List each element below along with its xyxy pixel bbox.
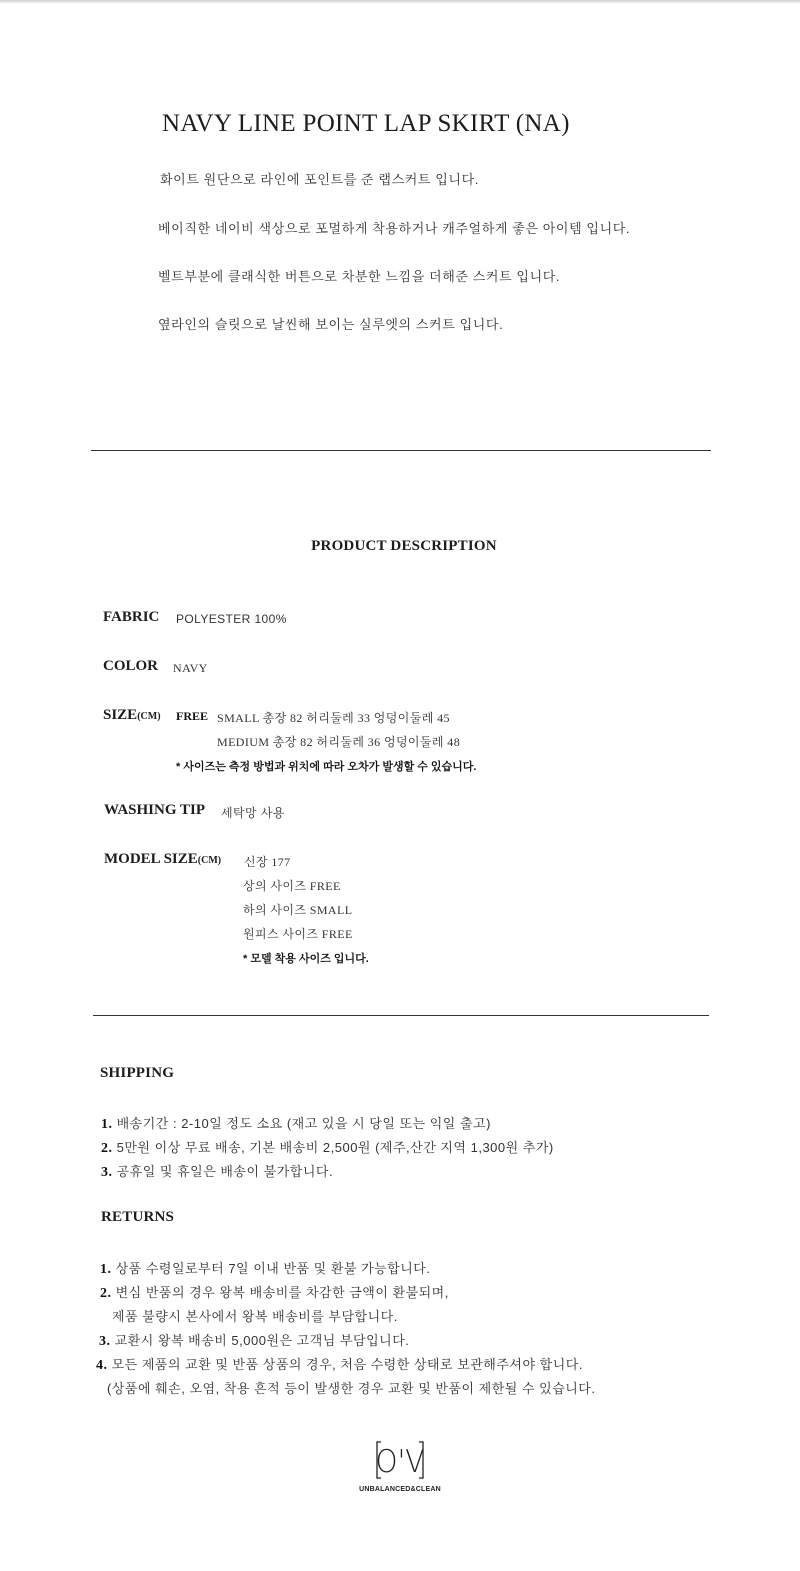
model-bottom-size: 하의 사이즈 SMALL bbox=[243, 903, 353, 917]
returns-item-number: 2. bbox=[100, 1286, 112, 1301]
returns-item-text: 교환시 왕복 배송비 5,000원은 고객님 부담입니다. bbox=[114, 1333, 410, 1348]
shipping-item bbox=[101, 1113, 491, 1133]
top-border bbox=[0, 0, 800, 3]
description-heading: PRODUCT DESCRIPTION bbox=[311, 538, 497, 554]
divider-bottom bbox=[93, 1015, 709, 1016]
size-unit: (CM) bbox=[137, 711, 161, 722]
size-label bbox=[103, 707, 161, 724]
returns-item bbox=[100, 1258, 430, 1278]
model-height: 신장 177 bbox=[244, 855, 291, 869]
returns-item-text: (상품에 훼손, 오염, 착용 흔적 등이 발생한 경우 교환 및 반품이 제한될 수 있습니다. bbox=[107, 1381, 596, 1396]
returns-item-continued bbox=[112, 1306, 398, 1325]
fabric-value: POLYESTER 100% bbox=[176, 612, 287, 626]
shipping-item-number: 2. bbox=[101, 1141, 113, 1156]
returns-heading: RETURNS bbox=[101, 1209, 175, 1225]
returns-item bbox=[96, 1354, 583, 1374]
brand-mark-icon bbox=[374, 1440, 426, 1480]
washing-value: 세탁망 사용 bbox=[221, 806, 285, 820]
returns-item-text: 제품 불량시 본사에서 왕복 배송비를 부담합니다. bbox=[112, 1309, 398, 1324]
shipping-heading: SHIPPING bbox=[100, 1065, 175, 1081]
model-top-size: 상의 사이즈 FREE bbox=[243, 879, 341, 893]
shipping-item bbox=[101, 1137, 554, 1157]
color-value: NAVY bbox=[173, 661, 208, 675]
model-size-label-text: MODEL SIZE bbox=[104, 851, 198, 867]
model-size-unit: (CM) bbox=[197, 855, 222, 866]
shipping-item bbox=[101, 1161, 333, 1181]
returns-item bbox=[99, 1330, 409, 1350]
shipping-item-number: 1. bbox=[101, 1117, 113, 1132]
returns-item-number: 3. bbox=[99, 1334, 111, 1349]
model-note: * 모델 착용 사이즈 입니다. bbox=[243, 953, 369, 965]
fabric-label: FABRIC bbox=[103, 609, 160, 625]
color-label: COLOR bbox=[103, 658, 159, 674]
divider-top bbox=[91, 450, 711, 451]
shipping-item-text: 배송기간 : 2-10일 정도 소요 (재고 있을 시 당일 또는 익일 출고) bbox=[116, 1116, 491, 1131]
model-onepiece-size: 원피스 사이즈 FREE bbox=[243, 927, 353, 941]
product-title: NAVY LINE POINT LAP SKIRT (NA) bbox=[162, 110, 570, 137]
size-small: SMALL 총장 82 허리둘레 33 엉덩이둘레 45 bbox=[217, 711, 450, 725]
brand-logo bbox=[374, 1440, 426, 1480]
size-medium: MEDIUM 총장 82 허리둘레 36 엉덩이둘레 48 bbox=[217, 735, 461, 749]
returns-item-text: 변심 반품의 경우 왕복 배송비를 차감한 금액이 환불되며, bbox=[115, 1285, 449, 1300]
shipping-item-number: 3. bbox=[101, 1165, 113, 1180]
returns-item-number: 4. bbox=[96, 1358, 108, 1373]
returns-item-number: 1. bbox=[100, 1262, 112, 1277]
size-label-text: SIZE bbox=[103, 707, 138, 723]
model-size-label bbox=[104, 851, 221, 868]
returns-item-continued bbox=[107, 1378, 595, 1397]
brand-mark-text: O'V bbox=[375, 1443, 425, 1480]
returns-item-text: 모든 제품의 교환 및 반품 상품의 경우, 처음 수령한 상태로 보관해주셔야 합니다. bbox=[111, 1357, 583, 1372]
intro-line-3: 벨트부분에 클래식한 버튼으로 차분한 느낌을 더해준 스커트 입니다. bbox=[158, 269, 561, 284]
returns-item bbox=[100, 1282, 449, 1302]
intro-line-1: 화이트 원단으로 라인에 포인트를 준 랩스커트 입니다. bbox=[160, 172, 479, 187]
intro-line-2: 베이직한 네이비 색상으로 포멀하게 착용하거나 캐주얼하게 좋은 아이템 입니다. bbox=[158, 221, 631, 236]
returns-item-text: 상품 수령일로부터 7일 이내 반품 및 환불 가능합니다. bbox=[115, 1261, 431, 1276]
intro-line-4: 옆라인의 슬릿으로 날씬해 보이는 실루엣의 스커트 입니다. bbox=[158, 317, 504, 332]
size-free: FREE bbox=[176, 709, 209, 723]
washing-label: WASHING TIP bbox=[104, 802, 206, 818]
brand-tagline: UNBALANCED&CLEAN bbox=[359, 1486, 441, 1493]
shipping-item-text: 공휴일 및 휴일은 배송이 불가합니다. bbox=[116, 1164, 334, 1179]
shipping-item-text: 5만원 이상 무료 배송, 기본 배송비 2,500원 (제주,산간 지역 1,300원 추가) bbox=[116, 1140, 554, 1155]
size-note: * 사이즈는 측정 방법과 위치에 따라 오차가 발생할 수 있습니다. bbox=[176, 761, 477, 773]
